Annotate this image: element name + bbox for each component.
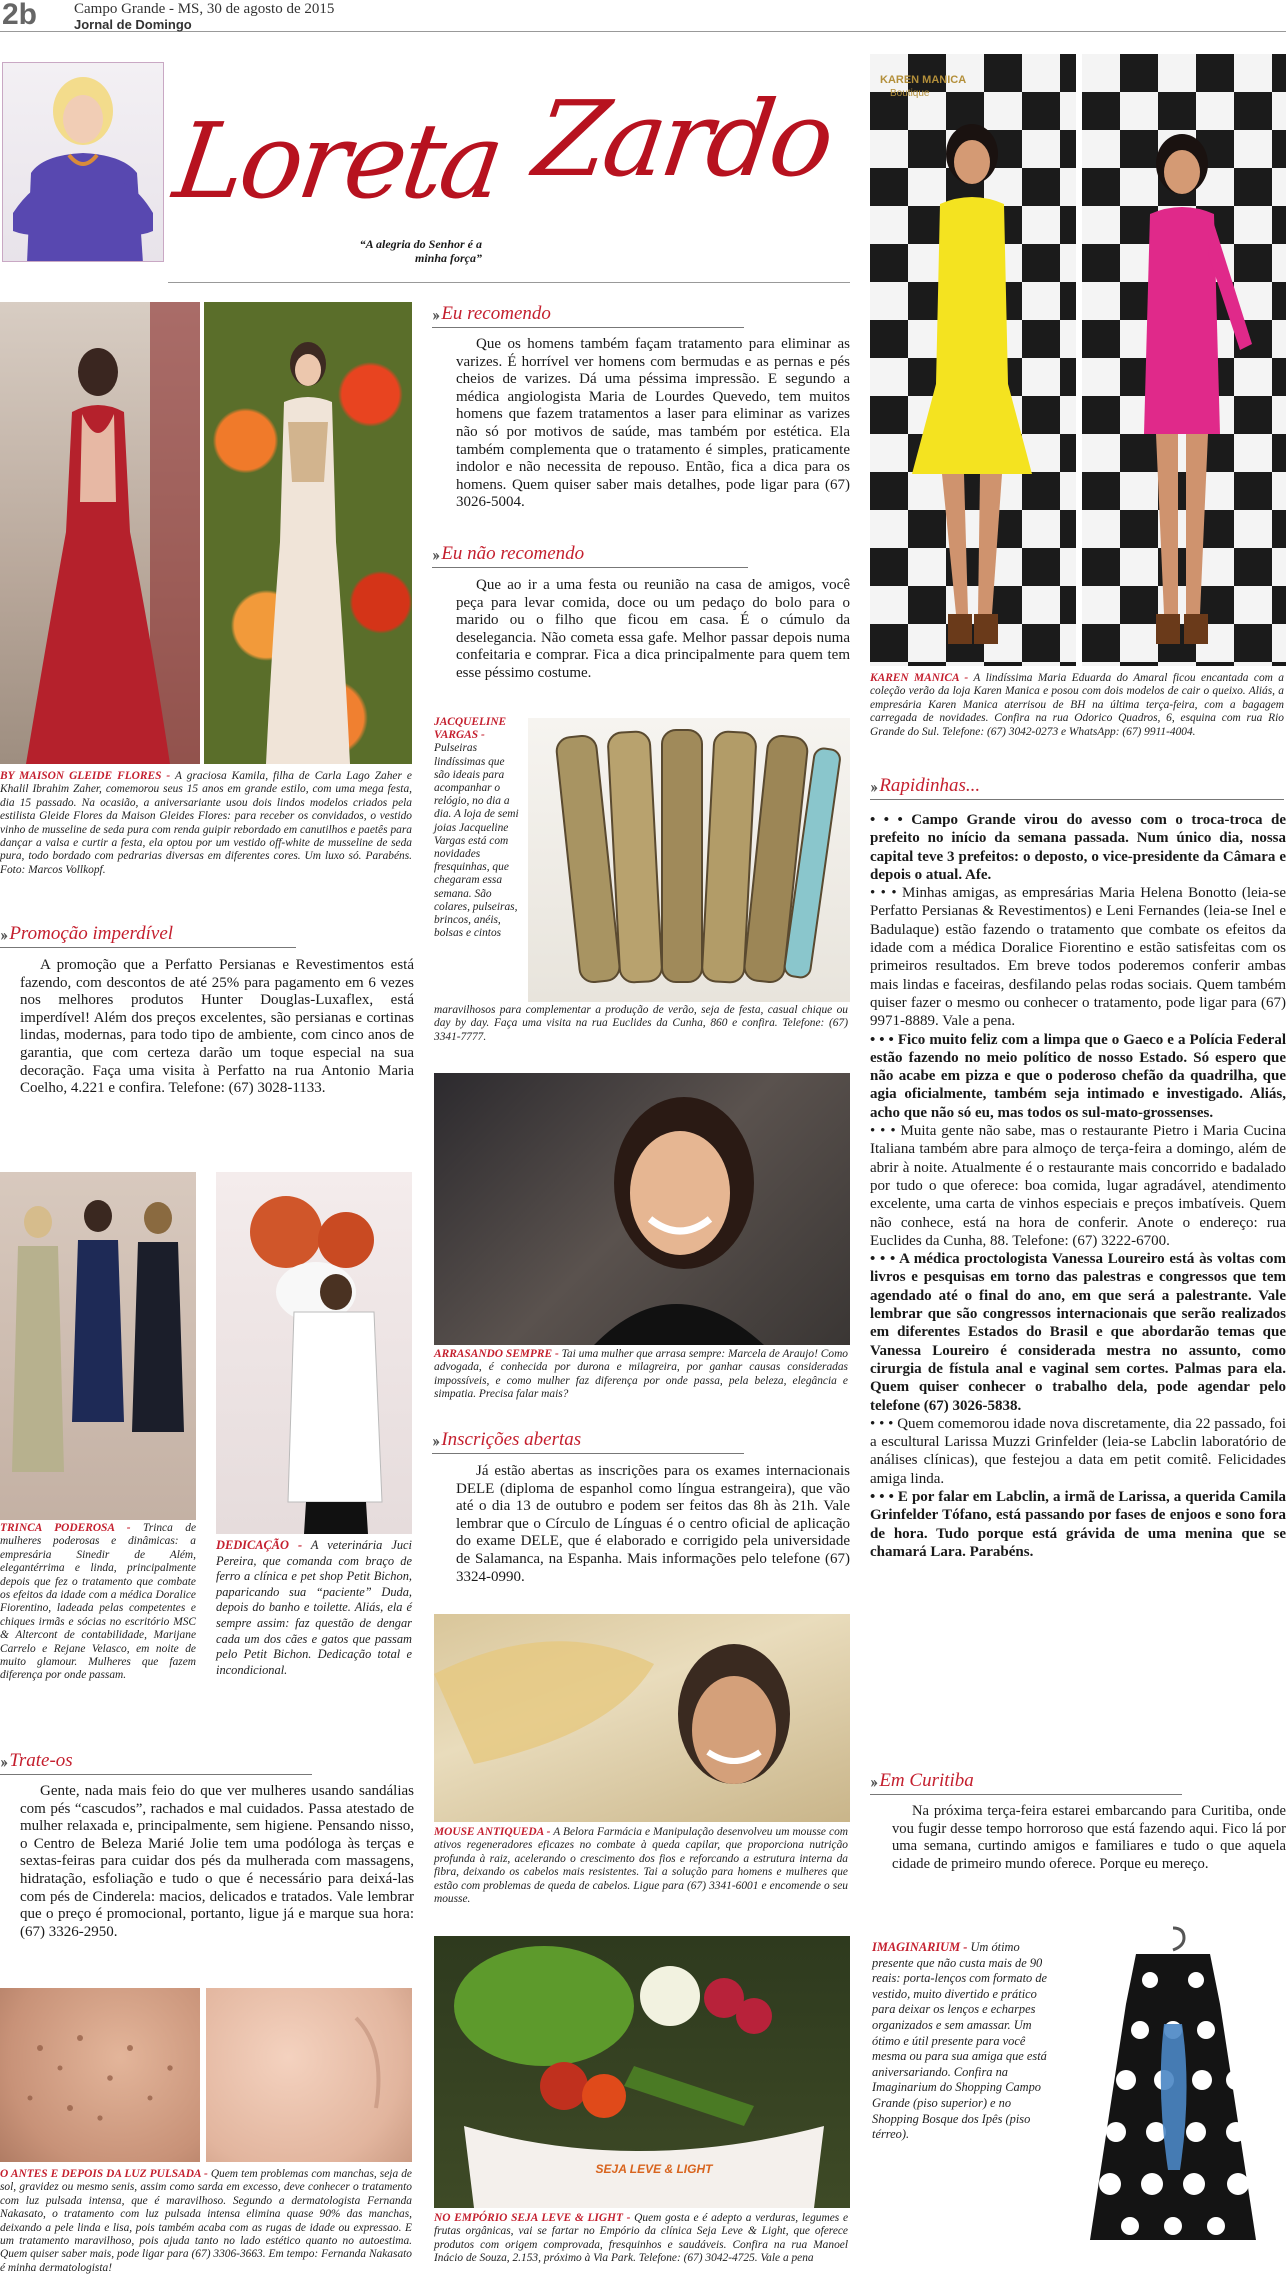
columnist-photo [2, 62, 164, 262]
rapidinhas-list [870, 811, 1286, 1561]
photo-karen-pink [1082, 54, 1286, 666]
photo-trinca [0, 1172, 196, 1520]
masthead-title [167, 70, 856, 240]
text-trate: Gente, nada mais feio do que ver mulheres usando sandálias com pés “cascudos”, rachados e mal cuidados. Passa atestado de mulher relaxada e, principalmente, sem higiene. Pensando nisso, o Centro de Beleza Marié Jolie tem uma podóloga às terças e sextas-feiras para cuidar dos pés da mulherada com massagens, hidratação, esfoliação e tudo o que é necessário para deixá-las com pés de Cinderela: macios, delicados e tratados. Vale lembrar que o preço é promocional, portanto, ligue já e marque sua hora: (67) 3326-2950. [20, 1783, 414, 1940]
caption-karen: KAREN MANICA - A lindíssima Maria Eduarda do Amaral ficou encantada com a coleção verão da loja Karen Manica e posou com dois modelos de cair o queixo. Aliás, a empresária Karen Manica aterrisou de BH na última terça-feira, com a bagagem carregada de novidades. Confira na rua Odorico Quadros, 6, esquina com rua Rio Grande do Sul. Telefone: (67) 3042-0273 e WhatsApp: (67) 9911-4004. [870, 672, 1284, 738]
caption-emporio: NO EMPÓRIO SEJA LEVE & LIGHT - Quem gosta e é adepto a verduras, legumes e frutas orgânicas, vai se fartar no Empório da clínica Seja Leve & Light, que oferece produtos com origem comprovada, fresquinhos e saudáveis. Confira na rua Manoel Inácio de Souza, 2.153, próximo à Via Park. Telefone: (67) 3042-4725. Vale a pena [434, 2212, 848, 2265]
caption-gleide: BY MAISON GLEIDE FLORES - A graciosa Kamila, filha de Carla Lago Zaher e Khalil Ibrahim Zaher, comemorou seus 15 anos em grande estilo, com uma mega festa, dia 15 passado. Na ocasião, a aniversariante usou dois lindos modelos criados pela estilista Gleide Flores da Maison Gleides Flores: para receber os convidados, o vestido vinho de musseline de seda pura com renda guipir rebordado em canutilhos e paetês para dançar a valsa e curtir a festa, ela optou por um vestido off-white de musseline de seda pura, todo bordado com pedrarias diversas em diferentes cores. Um luxo só. Parabéns. Foto: Marcos Vollkopf. [0, 770, 412, 876]
caption-jacqueline: JACQUELINE VARGAS - Pulseiras lindíssimas que são ideais para acompanhar o relógio, no dia a dia. A loja de semi joias Jacqueline Vargas está com novidades fresquinhas, que chegaram essa semana. São colares, pulseiras, brincos, anéis, bolsas e cintos [434, 716, 519, 940]
rapidinha-item: • • • A médica proctologista Vanessa Loureiro está às voltas com livros e pesquisas em torno das palestras e congressos que tem agendado até o final do ano, em que será a palestrante. Vale lembrar que são congressos internacionais que serão realizados em diferentes Estados do Brasil e que abordarão temas que Vanessa Loureiro é considerada mestra no assunto, como cirurgia de fístula anal e vaginal sem cortes. Palmas para ela. Quem quiser conhecer o trabalho dela, pode agendar pelo telefone (67) 3026-5838. [870, 1251, 1286, 1414]
page-number: 2b [2, 0, 38, 31]
chevron-right-icon: ›› [870, 1772, 876, 1791]
heading-promocao: ›› Promoção imperdível [0, 923, 296, 948]
caption-imaginarium: IMAGINARIUM - Um ótimo presente que não custa mais de 90 reais: porta-lenços com formato de vestido, muito divertido e prático para deixar os lenços e echarpes organizados e sem amassar. Um ótimo e útil presente para você mesma ou para sua amiga que está aniversariando. Confira na Imaginarium do Shopping Campo Grande (piso superior) e no Shopping Bosque dos Ipês (piso térreo). [872, 1940, 1048, 2142]
photo-mouse [434, 1614, 850, 1822]
text-inscricoes: Já estão abertas as inscrições para os exames internacionais DELE (diploma de espanhol como língua estrangeira), que vão até o dia 13 de outubro e podem ser feitos das 8h às 21h. Vale lembrar que o Círculo de Línguas é o centro oficial de aplicação do exame DELE, que é elaborado e corrigido pela universidade de Salamanca, na Espanha. Mais informações pelo telefone (67) 3324-0990. [456, 1463, 850, 1585]
heading-curitiba: ›› Em Curitiba [870, 1770, 1182, 1795]
backdrop-logo-sub: Boutique [890, 88, 930, 99]
section-name: Jornal de Domingo [74, 17, 192, 32]
chevron-right-icon: ›› [432, 1431, 438, 1450]
chevron-right-icon: ›› [870, 777, 876, 796]
chevron-right-icon: ›› [432, 305, 438, 324]
rapidinha-item: • • • E por falar em Labclin, a irmã de Larissa, a querida Camila Grinfelder Tófano, está passando por fases de enjoos e sono fora de hora. Tudo porque está grávida de uma menina que se chamará Lara. Parabéns. [870, 1488, 1286, 1560]
motto: “A alegria do Senhor é a minha força” [359, 237, 482, 265]
chevron-right-icon: ›› [0, 925, 6, 944]
rapidinha-item: • • • Muita gente não sabe, mas o restaurante Pietro i Maria Cucina Italiana também abre para almoço de terça-feira a domingo, além de abrir à noite. Atualmente é o restaurante mais concorrido e badalado por tudo o que oferece: boa comida, lugar agradável, atendimento excelente, uma carta de vinhos especiais e preços imbatíveis. Quem não conhece, está na hora de conferir. Anote o endereço: rua Euclides da Cunha, 88. Telefone: (67) 3222-6700. [870, 1123, 1286, 1249]
page-header [0, 0, 1286, 32]
rapidinha-item: • • • Fico muito feliz com a limpa que o Gaeco e a Polícia Federal estão fazendo no meio político de nosso Estado. Só espero que não acabe em pizza e que o poderoso chefão da quadrilha, que agia oficialmente, também seja intimado e investigado. Aliás, acho que não só eu, mas todos os sul-mato-grossenses. [870, 1031, 1286, 1121]
caption-luz: O ANTES E DEPOIS DA LUZ PULSADA - Quem tem problemas com manchas, seja de sol, gravidez ou mesmo senis, assim como sarda em excesso, deve conhecer o tratamento com luz pulsada intensa, que é maravilhoso. Segundo a dermatologista Fernanda Nakasato, o tratamento com luz pulsada intensa elimina quase 90% das manchas, deixando a pele linda e lisa, pois também acaba com as rugas de idade ou expressao. E um tratamento maravilhoso, pois ajuda tanto no lado estético quanto no autoestima. Quem quiser saber mais, pode ligar para (67) 3306-3663. Em tempo: Fernanda Nakasato é minha dermatologista! [0, 2168, 412, 2274]
photo-luz-depois [206, 1988, 412, 2162]
rapidinha-item: • • • Quem comemorou idade nova discretamente, dia 22 passado, foi a escultural Larissa Muzzi Grinfelder (leia-se Labclin laboratório de análises clínicas), que festejou a data em petit comitê. Felicidades amiga linda. [870, 1415, 1286, 1487]
backdrop-logo: KAREN MANICA [880, 74, 967, 86]
text-promocao: A promoção que a Perfatto Persianas e Revestimentos está fazendo, com descontos de até 25% para pagamento em 6 vezes nos melhores produtos Hunter Douglas-Luxaflex, está imperdível! Além dos preços excelentes, são persianas e cortinas lindas, modernas, para todo tipo de ambiente, com cinco anos de garantia, que com certeza darão um toque especial na sua decoração. Faça uma visita à Perfatto na rua Antonio Maria Coelho, 4.221 e confira. Telefone: (67) 3028-1133. [20, 957, 414, 1097]
chevron-right-icon: ›› [0, 1752, 6, 1771]
heading-inscricoes: ›› Inscrições abertas [432, 1429, 744, 1454]
rapidinha-item: • • • Campo Grande virou do avesso com o troca-troca de prefeito no início da semana passada. Num único dia, nossa capital teve 3 prefeitos: o deposto, o vice-presidente da Câmara e depois o atual. Afe. [870, 812, 1286, 883]
columnist-last-name: Zardo [527, 78, 838, 200]
bag-logo: SEJA LEVE & LIGHT [595, 2162, 713, 2176]
heading-rapidinhas: ›› Rapidinhas... [870, 775, 1284, 800]
photo-red-dress [0, 302, 200, 764]
photo-bracelets [528, 718, 850, 1002]
heading-nao-recomendo: ›› Eu não recomendo [432, 543, 748, 568]
masthead-rule [168, 282, 850, 283]
heading-trate: ›› Trate-os [0, 1750, 312, 1775]
photo-marcela [434, 1073, 850, 1345]
text-curitiba: Na próxima terça-feira estarei embarcando para Curitiba, onde vou fugir desse tempo horroroso que está fazendo aqui. Fico lá por uma semana, curtindo amigos e familiares e tudo o que aquela cidade de primeiro mundo oferece. Porque eu mereço. [892, 1803, 1286, 1872]
text-recomendo: Que os homens também façam tratamento para eliminar as varizes. É horrível ver homens com bermudas e as pernas e pés cheios de varizes. Dá uma péssima impressão. E segundo a médica angiologista Maria de Lourdes Quevedo, tem muitos homens que fazem tratamentos a laser para eliminar as varizes não só por motivos de saúde, mas também por estética. Ela também complementa que o tratamento é simples, praticamente indolor e não necessita de repouso. Então, fica a dica para os homens. Quem quiser saber mais detalhes, pode ligar para (67) 3026-5004. [456, 336, 850, 511]
photo-emporio [434, 1936, 850, 2208]
caption-trinca: TRINCA PODEROSA - Trinca de mulheres poderosas e dinâmicas: a empresária Sinedir de Além, elegantérrima e linda, principalmente depois que fez o tratamento que combate os efeitos da idade com a médica Doralice Fiorentino, ladeada pelas competentes e chiques irmãs e sócias no escritório MSC & Altercont de contabilidade, Marijane Carrelo e Rejane Velasco, em noite de muito glamour. Mulheres que fazem diferença por onde passam. [0, 1522, 197, 1682]
caption-dedicacao: DEDICAÇÃO - A veterinária Juci Pereira, que comanda com braço de ferro a clínica e pet shop Petit Bichon, paparicando sua “paciente” Duda, depois do banho e toilette. Aliás, ela é sempre assim: faz questão de dengar cada um dos cães e gatos que passam pelo Petit Bichon. Dedicação total e incondicional. [216, 1538, 413, 1677]
photo-white-dress [204, 302, 412, 764]
photo-luz-antes [0, 1988, 200, 2162]
heading-recomendo: ›› Eu recomendo [432, 303, 744, 328]
rapidinha-item: • • • Minhas amigas, as empresárias Maria Helena Bonotto (leia-se Perfatto Persianas & Revestimentos) e Leni Fernandes (leia-se Inel e Badulaque) estão fazendo o tratamento que combate os efeitos da idade com a médica Doralice Fiorentino e estão satisfeitas com os primeiros resultados. Em breve todos poderemos conferir ambas mais lindas e faceiras, desfilando pelas rodas sociais. Quem também quiser fazer o mesmo ou conhecer o tratamento, pode ligar para (67) 9971-8889. Vale a pena. [870, 885, 1286, 1030]
chevron-right-icon: ›› [432, 545, 438, 564]
dateline: Campo Grande - MS, 30 de agosto de 2015 [74, 1, 335, 17]
photo-karen-yellow [870, 54, 1076, 666]
text-nao-recomendo: Que ao ir a uma festa ou reunião na casa de amigos, você peça para levar comida, doce ou um pedaço do bolo para o marido ou o filho que ficou em casa. É o cúmulo da deselegancia. Não cometa essa gafe. Melhor passar depois numa confeitaria e comprar. Fica a dica principalmente para quem tem esse péssimo costume. [456, 577, 850, 681]
caption-marcela: ARRASANDO SEMPRE - Tai uma mulher que arrasa sempre: Marcela de Araujo! Como advogada, é conhecida por durona e milagreira, por ganhar causas consideradas impossíveis, e como mulher faz diferença por onde passa, pela beleza, elegância e simpatia. Precisa falar mais? [434, 1348, 848, 1401]
photo-dedicacao [216, 1172, 412, 1534]
caption-mouse: MOUSE ANTIQUEDA - A Belora Farmácia e Manipulação desenvolveu um mousse com ativos regeneradores eficazes no combate à queda capilar, que proporciona nutrição profunda à raiz, acelerando o crescimento dos fios e reforcando a estrutura interna da fibra, deixando os cabelos mais resistentes. Tai a solução para homens e mulheres que estão com problemas de queda de cabelos. Ligue para (67) 3341-6001 e encomende o seu mousse. [434, 1826, 848, 1906]
caption-jacqueline-cont: maravilhosos para complementar a produção de verão, seja de festa, casual chique ou day by day. Faça uma visita na rua Euclides da Cunha, 860 e confira. Telefone: (67) 3341-7777. [434, 1004, 848, 1043]
columnist-first-name: Loreta [167, 100, 508, 222]
photo-dress-organizer [1060, 1920, 1286, 2260]
